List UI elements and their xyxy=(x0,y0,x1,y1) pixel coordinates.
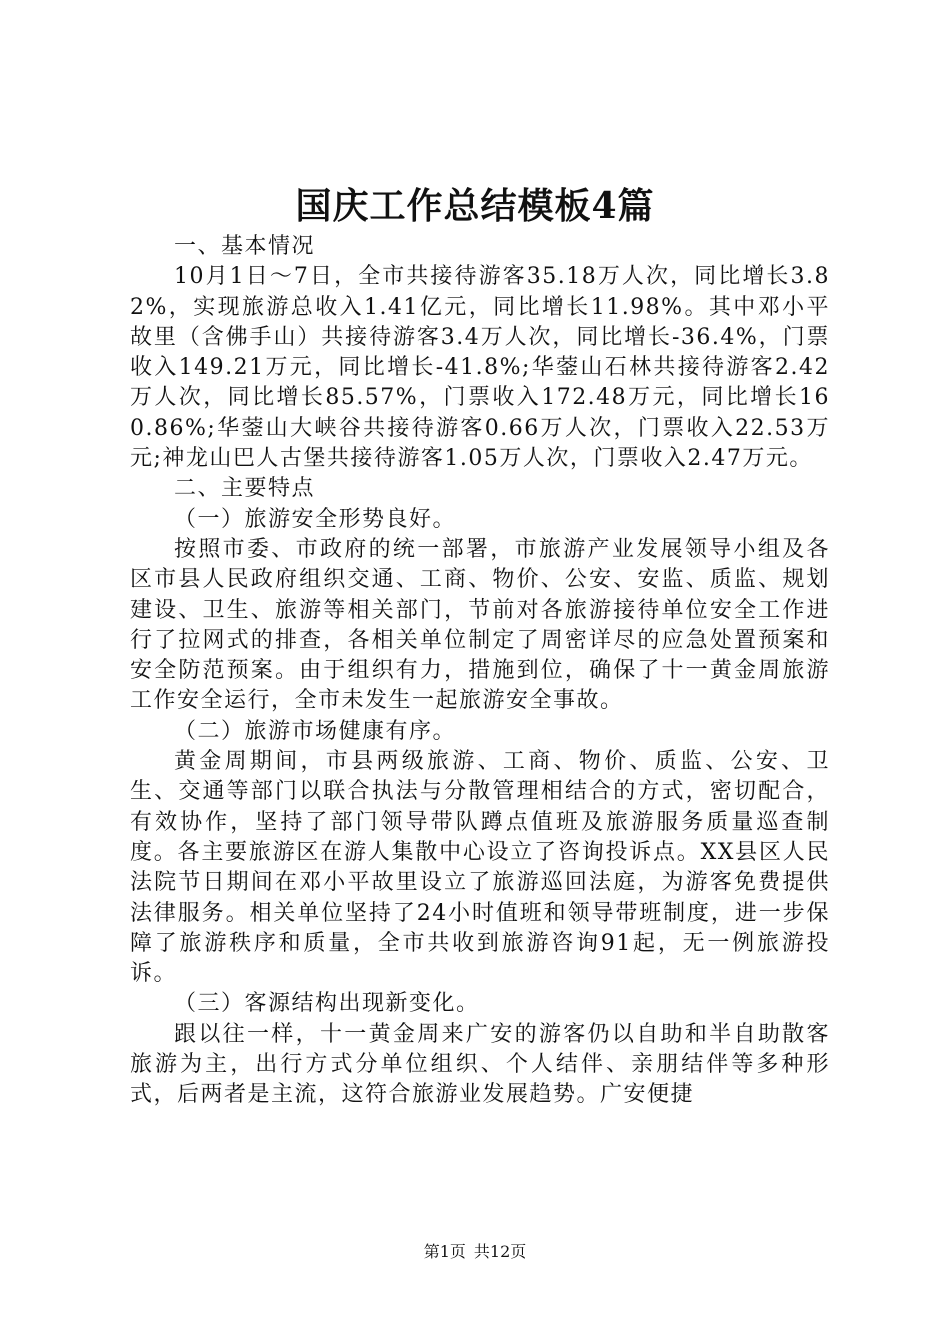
section-heading-main-features: 二、主要特点 xyxy=(174,476,316,502)
paragraph-safety: 按照市委、市政府的统一部署，市旅游产业发展领导小组及各区市县人民政府组织交通、工商、物价、公安、安监、质监、规划建设、卫生、旅游等相关部门，节前对各旅游接待单位安全工作进行了拉网式的排查，各相关单位制定了周密详尽的应急处置预案和安全防范预案。由于组织有力，措施到位，确保了十一黄金周旅游工作安全运行，全市未发生一起旅游安全事故。 xyxy=(130,536,830,714)
document-title: 国庆工作总结模板4篇 xyxy=(295,185,655,227)
subheading-safety: （一）旅游安全形势良好。 xyxy=(174,506,457,532)
paragraph-market-order: 黄金周期间，市县两级旅游、工商、物价、质监、公安、卫生、交通等部门以联合执法与分散管理相结合的方式，密切配合，有效协作，坚持了部门领导带队蹲点值班及旅游服务质量巡查制度。各主要旅游区在游人集散中心设立了咨询投诉点。XX县区人民法院节日期间在邓小平故里设立了旅游巡回法庭，为游客免费提供法律服务。相关单位坚持了24小时值班和领导带班制度，进一步保障了旅游秩序和质量，全市共收到旅游咨询91起，无一例旅游投诉。 xyxy=(130,749,830,987)
subheading-visitor-structure: （三）客源结构出现新变化。 xyxy=(174,991,480,1017)
paragraph-statistics: 10月1日～7日，全市共接待游客35.18万人次，同比增长3.82%，实现旅游总收入1.41亿元，同比增长11.98%。其中邓小平故里（含佛手山）共接待游客3.4万人次，同比增长-36.4%，门票收入149.21万元，同比增长-41.8%;华蓥山石林共接待游客2.42万人次，同比增长85.57%，门票收入172.48万元，同比增长160.86%;华蓥山大峡谷共接待游客0.66万人次，门票收入22.53万元;神龙山巴人古堡共接待游客1.05万人次，门票收入2.47万元。 xyxy=(130,264,830,472)
paragraph-visitor-structure: 跟以往一样，十一黄金周来广安的游客仍以自助和半自助散客旅游为主，出行方式分单位组织、个人结伴、亲朋结伴等多种形式，后两者是主流，这符合旅游业发展趋势。广安便捷 xyxy=(130,1021,830,1108)
section-heading-basic-situation: 一、基本情况 xyxy=(174,234,316,259)
page-total: 共12页 xyxy=(473,1242,527,1261)
page-number: 第1页 xyxy=(423,1242,466,1261)
document-body xyxy=(130,232,830,1111)
page-footer xyxy=(0,1240,950,1264)
subheading-market-order: （二）旅游市场健康有序。 xyxy=(174,718,457,744)
